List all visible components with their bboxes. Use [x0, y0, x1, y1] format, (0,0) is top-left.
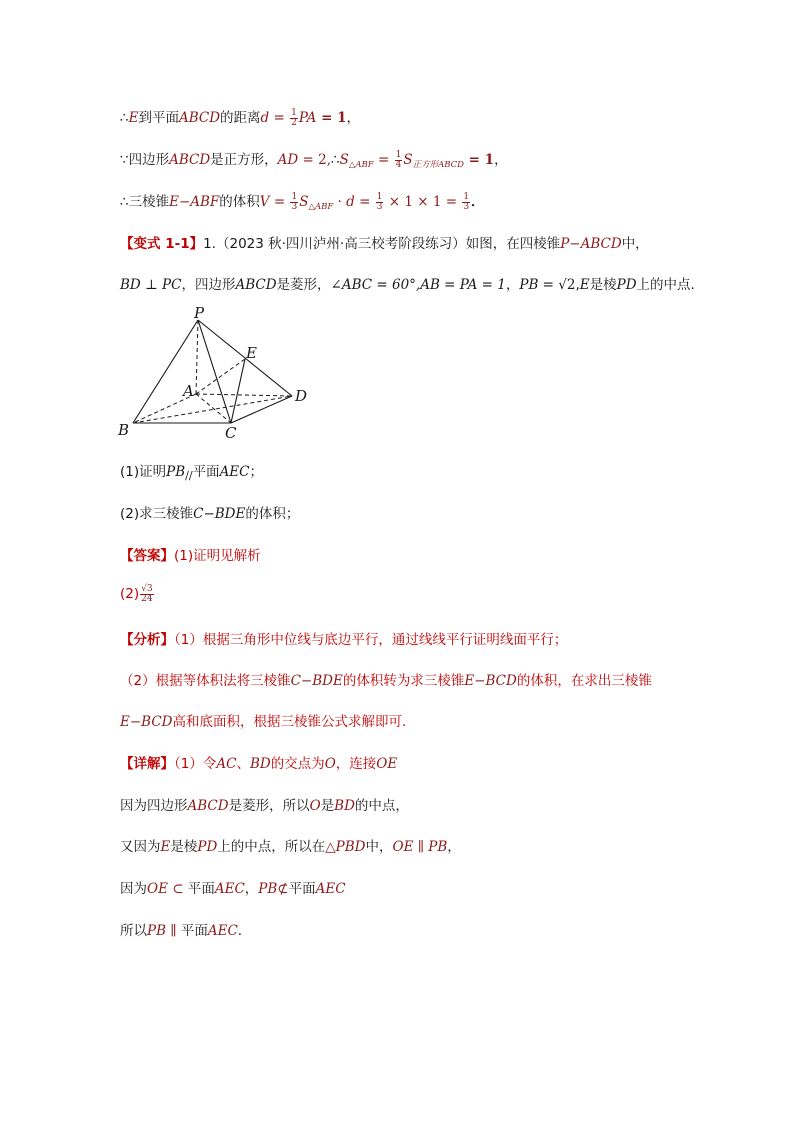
- fraction-quarter: $\frac{1}{4}$: [395, 149, 402, 170]
- problem-line-2: BD ⊥ PC，四边形ABCD是菱形，∠ABC = 60°,AB = PA = 1，PB = √2,E是棱PD上的中点．: [120, 277, 705, 293]
- detail-line-1: 【详解】（1）令AC、BD的交点为O，连接OE: [120, 756, 398, 772]
- detail-line-2: 因为四边形ABCD是菱形，所以O是BD的中点，: [120, 798, 409, 814]
- edge-AD: [196, 394, 292, 396]
- fraction-third-c: $\frac{1}{3}$: [463, 191, 470, 212]
- label-P: P: [194, 304, 205, 322]
- edge-CD: [231, 396, 292, 423]
- edge-PA: [196, 320, 198, 394]
- problem-line-1: 【变式 1-1】1.（2023 秋·四川泸州·高三校考阶段练习）如图，在四棱锥P−ABCD中，: [120, 236, 649, 252]
- label-B: B: [118, 421, 130, 439]
- detail-line-5: 所以PB ∥ 平面AEC.: [120, 923, 243, 939]
- solution-line-2: ∵四边形ABCD是正方形，AD = $2,\therefore S_{\triangle ABF}$ = $\frac{1}{4}$ $S_{正方形ABCD} = 1$，: [120, 149, 508, 170]
- answer-line-1: 【答案】(1)证明见解析: [120, 548, 261, 564]
- diagonal-BD: [133, 396, 292, 423]
- answer-line-2: (2) $\frac{√3}{24}$: [120, 583, 153, 604]
- detail-line-4: 因为OE ⊂ 平面AEC，PB⊄平面AEC: [120, 881, 346, 897]
- fraction-half: $\frac{1}{2}$: [291, 107, 297, 128]
- segment-EC: [231, 359, 245, 423]
- fraction-third-b: $\frac{1}{3}$: [376, 191, 383, 212]
- question-2: (2)求三棱锥C−BDE的体积；: [120, 506, 300, 522]
- edge-PD: [198, 320, 292, 396]
- solution-line-1: ∴E到平面ABCD的距离d = $\frac{1}{2}$ PA = 1，: [120, 107, 361, 128]
- label-D: D: [295, 387, 308, 405]
- analysis-line-2: （2）根据等体积法将三棱锥C−BDE的体积转为求三棱锥E−BCD的体积，在求出三棱锥: [120, 673, 652, 689]
- edge-PB: [133, 320, 198, 423]
- label-E: E: [246, 344, 257, 362]
- diagonal-AC: [196, 394, 231, 423]
- solution-line-3: ∴三棱锥E−ABF的体积V = $\frac{1}{3}$ $S_{\triangle ABF} \cdot d$ = $\frac{1}{3}$ × 1 × 1 = $\frac{1}{3}$ ．: [120, 191, 485, 212]
- label-A: A: [183, 382, 194, 400]
- fraction-third-a: $\frac{1}{3}$: [291, 191, 298, 212]
- analysis-line-1: 【分析】（1）根据三角形中位线与底边平行，通过线线平行证明线面平行；: [120, 632, 568, 648]
- label-C: C: [225, 424, 237, 442]
- detail-line-3: 又因为E是棱PD上的中点，所以在△PBD中，OE ∥ PB，: [120, 839, 461, 855]
- question-1: (1)证明$PB_{//}$平面AEC；: [120, 464, 263, 482]
- analysis-line-3: E−BCD高和底面积，根据三棱锥公式求解即可.: [120, 714, 407, 730]
- pyramid-figure: [112, 302, 322, 444]
- fraction-answer: $\frac{√3}{24}$: [141, 583, 153, 604]
